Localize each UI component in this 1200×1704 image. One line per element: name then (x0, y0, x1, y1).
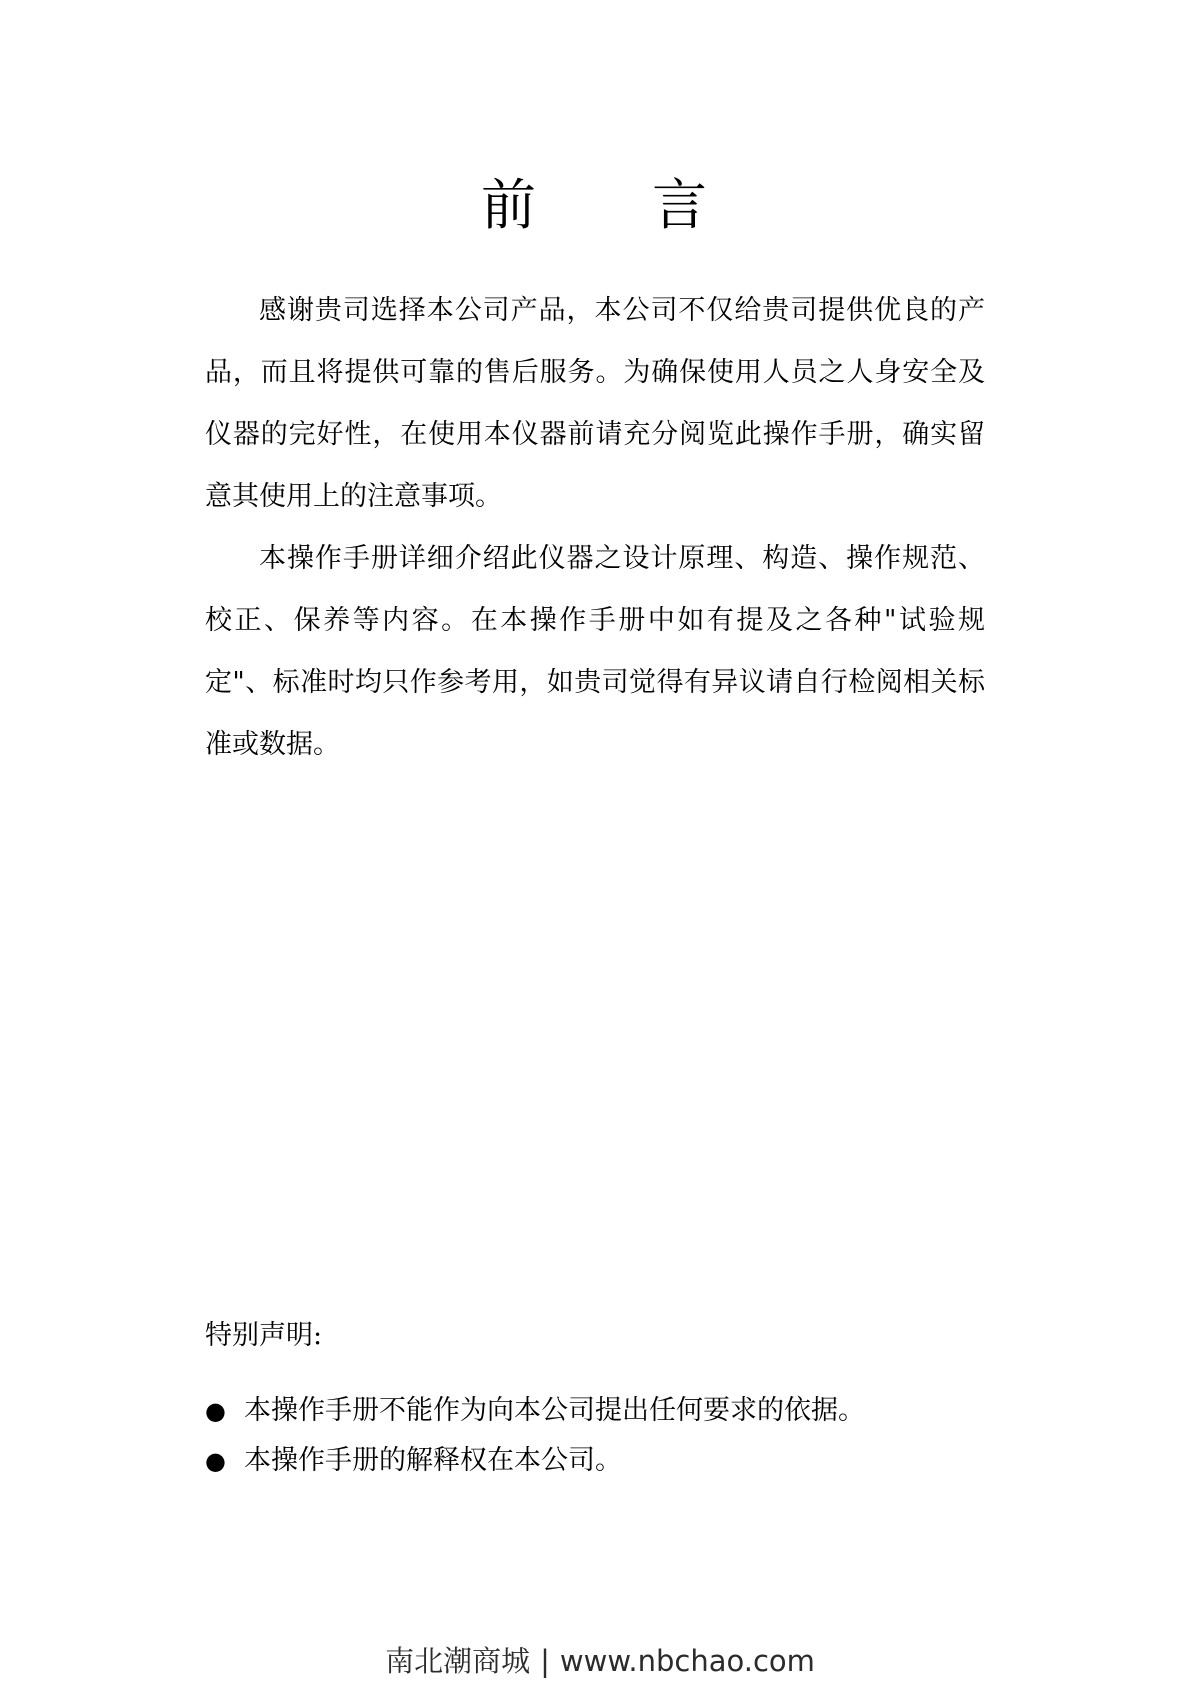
footer-url: www.nbchao.com (559, 1644, 815, 1678)
footer (0, 1639, 1200, 1680)
declaration-item-text: 本操作手册的解释权在本公司。 (243, 1445, 622, 1476)
footer-site-name: 南北潮商城 (385, 1644, 531, 1678)
paragraph-thanks: 感谢贵司选择本公司产品，本公司不仅给贵司提供优良的产品，而且将提供可靠的售后服务。为确保使用人员之人身安全及仪器的完好性，在使用本仪器前请充分阅览此操作手册，确实留意其使用上的注意事项。 (205, 295, 985, 512)
special-declaration-section (205, 1316, 985, 1486)
paragraph-manual-scope: 本操作手册详细介绍此仪器之设计原理、构造、操作规范、校正、保养等内容。在本操作手册中如有提及之各种"试验规定"、标准时均只作参考用，如贵司觉得有异议请自行检阅相关标准或数据。 (205, 543, 985, 760)
footer-separator: | (540, 1644, 550, 1678)
list-item (205, 1386, 985, 1436)
page-title: 前 言 (480, 173, 709, 237)
bullet-icon: ● (205, 1397, 226, 1425)
bullet-icon: ● (205, 1447, 226, 1475)
special-declaration-heading: 特别声明: (205, 1320, 323, 1351)
body-text (205, 280, 985, 776)
list-item (205, 1436, 985, 1486)
declaration-item-text: 本操作手册不能作为向本公司提出任何要求的依据。 (243, 1395, 865, 1426)
declaration-list (205, 1386, 985, 1486)
